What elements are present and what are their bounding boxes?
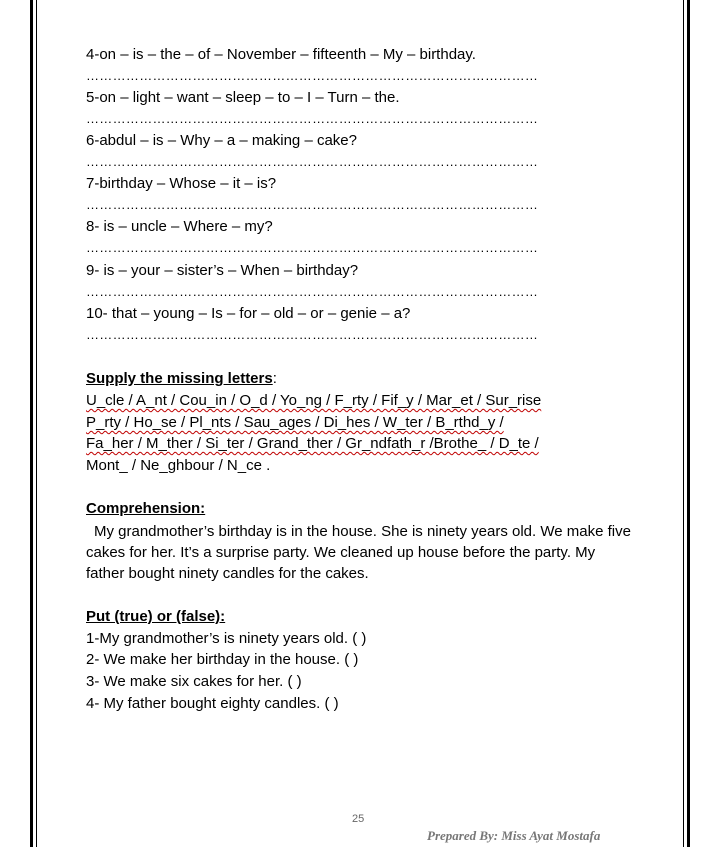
question-10: 10- that – young – Is – for – old – or – genie – a? — [86, 305, 411, 322]
answer-line-5: ………………………………………………………………………………………… — [86, 111, 539, 126]
answer-line-6: ………………………………………………………………………………………… — [86, 154, 539, 169]
missing-letters-line-2: P_rty / Ho_se / Pl_nts / Sau_ages / Di_hes / W_ter / B_rthd_y / — [86, 414, 504, 431]
comprehension-heading: Comprehension: — [86, 500, 206, 517]
left-border-outer — [30, 0, 33, 847]
question-8: 8- is – uncle – Where – my? — [86, 218, 273, 235]
prepared-by: Prepared By: Miss Ayat Mostafa — [427, 828, 601, 843]
true-false-item-4: 4- My father bought eighty candles. ( ) — [86, 695, 339, 712]
question-7: 7-birthday – Whose – it – is? — [86, 175, 277, 192]
true-false-item-1: 1-My grandmother’s is ninety years old. ( ) — [86, 630, 367, 647]
answer-line-7: ………………………………………………………………………………………… — [86, 197, 539, 212]
missing-letters-line-4: Mont_ / Ne_ghbour / N_ce . — [86, 457, 271, 474]
right-border-inner — [683, 0, 684, 847]
true-false-item-3: 3- We make six cakes for her. ( ) — [86, 673, 302, 690]
left-border-inner — [36, 0, 37, 847]
question-5: 5-on – light – want – sleep – to – I – Turn – the. — [86, 89, 400, 106]
answer-line-4: ………………………………………………………………………………………… — [86, 68, 539, 83]
answer-line-10: ………………………………………………………………………………………… — [86, 327, 539, 342]
true-false-heading: Put (true) or (false): — [86, 608, 226, 625]
question-4: 4-on – is – the – of – November – fifteenth – My – birthday. — [86, 46, 476, 63]
question-6: 6-abdul – is – Why – a – making – cake? — [86, 132, 357, 149]
comprehension-passage: My grandmother’s birthday is in the house. She is ninety years old. We make five cakes for her. It’s a surprise party. We cleaned up house before the party. My father bought ninety candles for the cakes. — [86, 523, 631, 582]
missing-letters-line-3: Fa_her / M_ther / Si_ter / Grand_ther / Gr_ndfath_r /Brothe_ / D_te / — [86, 435, 539, 452]
question-9: 9- is – your – sister’s – When – birthday? — [86, 262, 359, 279]
true-false-item-2: 2- We make her birthday in the house. ( ) — [86, 651, 359, 668]
right-border-outer — [687, 0, 690, 847]
missing-letters-colon: : — [272, 370, 277, 387]
missing-letters-line-1: U_cle / A_nt / Cou_in / O_d / Yo_ng / F_rty / Fif_y / Mar_et / Sur_rise — [86, 392, 542, 409]
missing-letters-title: Supply the missing letters — [86, 370, 273, 387]
answer-line-9: ………………………………………………………………………………………… — [86, 284, 539, 299]
answer-line-8: ………………………………………………………………………………………… — [86, 240, 539, 255]
missing-letters-heading — [86, 370, 277, 387]
page-number: 25 — [352, 813, 365, 825]
